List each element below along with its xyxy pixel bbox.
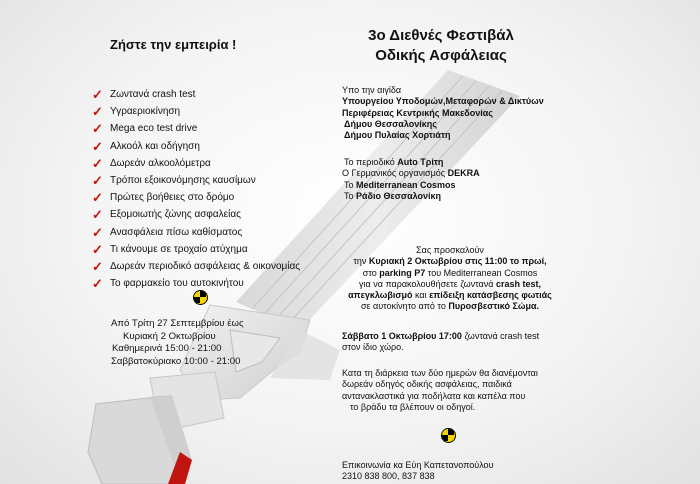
auspices-block xyxy=(342,85,544,141)
feature-list xyxy=(92,86,300,292)
invite-date: Κυριακή 2 Οκτωβρίου στις 11:00 το πρωί, xyxy=(368,256,547,267)
gifts-line: αντανακλαστικά για ποδήλατα και καπέλα που xyxy=(342,390,526,401)
feature-label: Υγραεριοκίνηση xyxy=(110,106,181,118)
invite-line: Σας προσκαλούν xyxy=(416,245,484,255)
sponsor-prefix: Ο Γερμανικός οργανισμός xyxy=(342,168,448,179)
feature-label: Ζωντανά crash test xyxy=(110,89,196,100)
invite-text: του Mediterranean Cosmos xyxy=(425,267,538,278)
left-heading: Ζήστε την εμπειρία ! xyxy=(110,37,237,52)
check-icon: ✓ xyxy=(92,224,103,240)
check-icon: ✓ xyxy=(92,241,103,257)
gifts-line: το βράδυ τα βλέπουν οι οδηγοί. xyxy=(350,401,476,412)
sponsor-prefix: Το xyxy=(344,179,357,190)
sponsor-name: Mediterranean Cosmos xyxy=(356,179,456,190)
festival-title-line2: Οδικής Ασφάλειας xyxy=(375,47,507,64)
sponsor-prefix: Το περιοδικό xyxy=(344,157,398,167)
check-icon: ✓ xyxy=(92,172,103,188)
invite-text: για να παρακολουθήσετε ζωντανά xyxy=(359,278,496,289)
feature-item xyxy=(92,241,300,258)
saturday-line: στον ίδιο χώρο. xyxy=(342,342,404,353)
schedule-line: Από Τρίτη 27 Σεπτεμβρίου έως xyxy=(111,318,244,329)
invite-highlight: Πυροσβεστικό Σώμα. xyxy=(448,301,540,312)
feature-item xyxy=(92,189,300,206)
check-icon: ✓ xyxy=(92,207,103,223)
feature-item xyxy=(92,224,300,241)
feature-item xyxy=(92,103,300,120)
invite-text: και xyxy=(412,290,430,301)
invite-text: στο xyxy=(362,267,380,278)
sponsor-name: Ράδιο Θεσσαλονίκη xyxy=(356,190,442,201)
invite-highlight: απεγκλωβισμό xyxy=(348,290,413,301)
check-icon: ✓ xyxy=(92,190,103,206)
check-icon: ✓ xyxy=(92,276,103,292)
sponsor-line xyxy=(342,168,480,179)
check-icon: ✓ xyxy=(92,87,103,102)
feature-item xyxy=(92,86,300,103)
crash-dummy-icon xyxy=(441,428,456,443)
schedule-line: Σαββατοκύριακο 10:00 - 21:00 xyxy=(111,355,241,367)
festival-title-line1: 3ο Διεθνές Φεστιβάλ xyxy=(368,27,514,44)
sponsor-line xyxy=(342,157,480,168)
sponsor-name: Auto Τρίτη xyxy=(397,157,444,167)
invite-line xyxy=(330,268,570,279)
festival-title xyxy=(326,26,556,66)
saturday-line xyxy=(342,331,539,342)
auspices-line: Δήμου Πυλαίας Χορτιάτη xyxy=(344,130,451,141)
check-icon: ✓ xyxy=(92,155,103,171)
invite-location: parking P7 xyxy=(379,267,426,278)
gifts-block xyxy=(342,368,538,413)
invite-highlight: επίδειξη κατάσβεσης φωτιάς xyxy=(429,290,552,301)
gifts-line: Κατα τη διάρκεια των δύο ημερών θα διανέμονται xyxy=(342,368,538,378)
sponsor-prefix: Το xyxy=(344,190,357,201)
feature-item xyxy=(92,155,300,172)
feature-label: Αλκοόλ και οδήγηση xyxy=(110,140,200,152)
schedule-line: Κυριακή 2 Οκτωβρίου xyxy=(123,330,216,342)
feature-label: Τι κάνουμε σε τροχαίο ατύχημα xyxy=(110,243,248,255)
sponsor-line xyxy=(342,191,480,202)
auspices-line: Υπουργείου Υποδομών,Μεταφορών & Δικτύων xyxy=(342,96,544,107)
auspices-line: Περιφέρειας Κεντρικής Μακεδονίας xyxy=(342,107,493,118)
feature-label: Ανασφάλεια πίσω καθίσματος xyxy=(110,226,243,238)
invite-text: σε αυτοκίνητο από το xyxy=(360,301,449,312)
sponsors-block xyxy=(342,157,480,202)
sponsor-name: DEKRA xyxy=(447,168,480,179)
feature-label: Τρόποι εξοικονόμησης καυσίμων xyxy=(110,174,256,186)
crash-dummy-icon xyxy=(193,290,208,305)
feature-label: Εξομοιωτής ζώνης ασφαλείας xyxy=(110,209,241,221)
feature-label: Δωρεάν αλκοολόμετρα xyxy=(110,157,211,169)
feature-label: Δωρεάν περιοδικό ασφάλειας & οικονομίας xyxy=(110,260,301,272)
auspices-intro: Υπο την αιγίδα xyxy=(342,85,402,95)
feature-item xyxy=(92,275,300,292)
feature-label: Mega eco test drive xyxy=(110,123,198,135)
saturday-text: ζωντανά crash test xyxy=(461,331,540,341)
feature-item xyxy=(92,120,300,137)
invite-text: την xyxy=(353,256,369,267)
sponsor-line xyxy=(342,180,480,191)
gifts-line: δωρεάν οδηγός οδικής ασφάλειας, παιδικά xyxy=(342,379,512,390)
contact-block xyxy=(342,460,494,483)
contact-phone: 2310 838 800, 837 838 xyxy=(342,471,435,482)
feature-label: Το φαρμακείο του αυτοκινήτου xyxy=(110,278,244,290)
invite-line xyxy=(330,256,570,267)
invite-line xyxy=(330,290,570,301)
saturday-block xyxy=(342,331,539,354)
saturday-date: Σάββατο 1 Οκτωβρίου 17:00 xyxy=(342,331,462,341)
schedule-line: Καθημερινά 15:00 - 21:00 xyxy=(112,343,222,354)
feature-item xyxy=(92,172,300,189)
invite-line xyxy=(330,279,570,290)
contact-name: Επικοινωνία κα Εύη Καπετανοπούλου xyxy=(342,460,494,470)
invite-highlight: crash test, xyxy=(495,278,541,289)
check-icon: ✓ xyxy=(92,121,103,137)
auspices-line: Δήμου Θεσσαλονίκης xyxy=(344,118,437,129)
schedule xyxy=(111,318,291,368)
feature-item xyxy=(92,206,300,223)
check-icon: ✓ xyxy=(92,258,103,274)
feature-item xyxy=(92,258,300,275)
invitation-block xyxy=(330,245,570,313)
feature-label: Πρώτες βοήθειες στο δρόμο xyxy=(110,192,235,204)
feature-item xyxy=(92,138,300,155)
check-icon: ✓ xyxy=(92,104,103,120)
invite-line xyxy=(330,301,570,312)
check-icon: ✓ xyxy=(92,138,103,154)
